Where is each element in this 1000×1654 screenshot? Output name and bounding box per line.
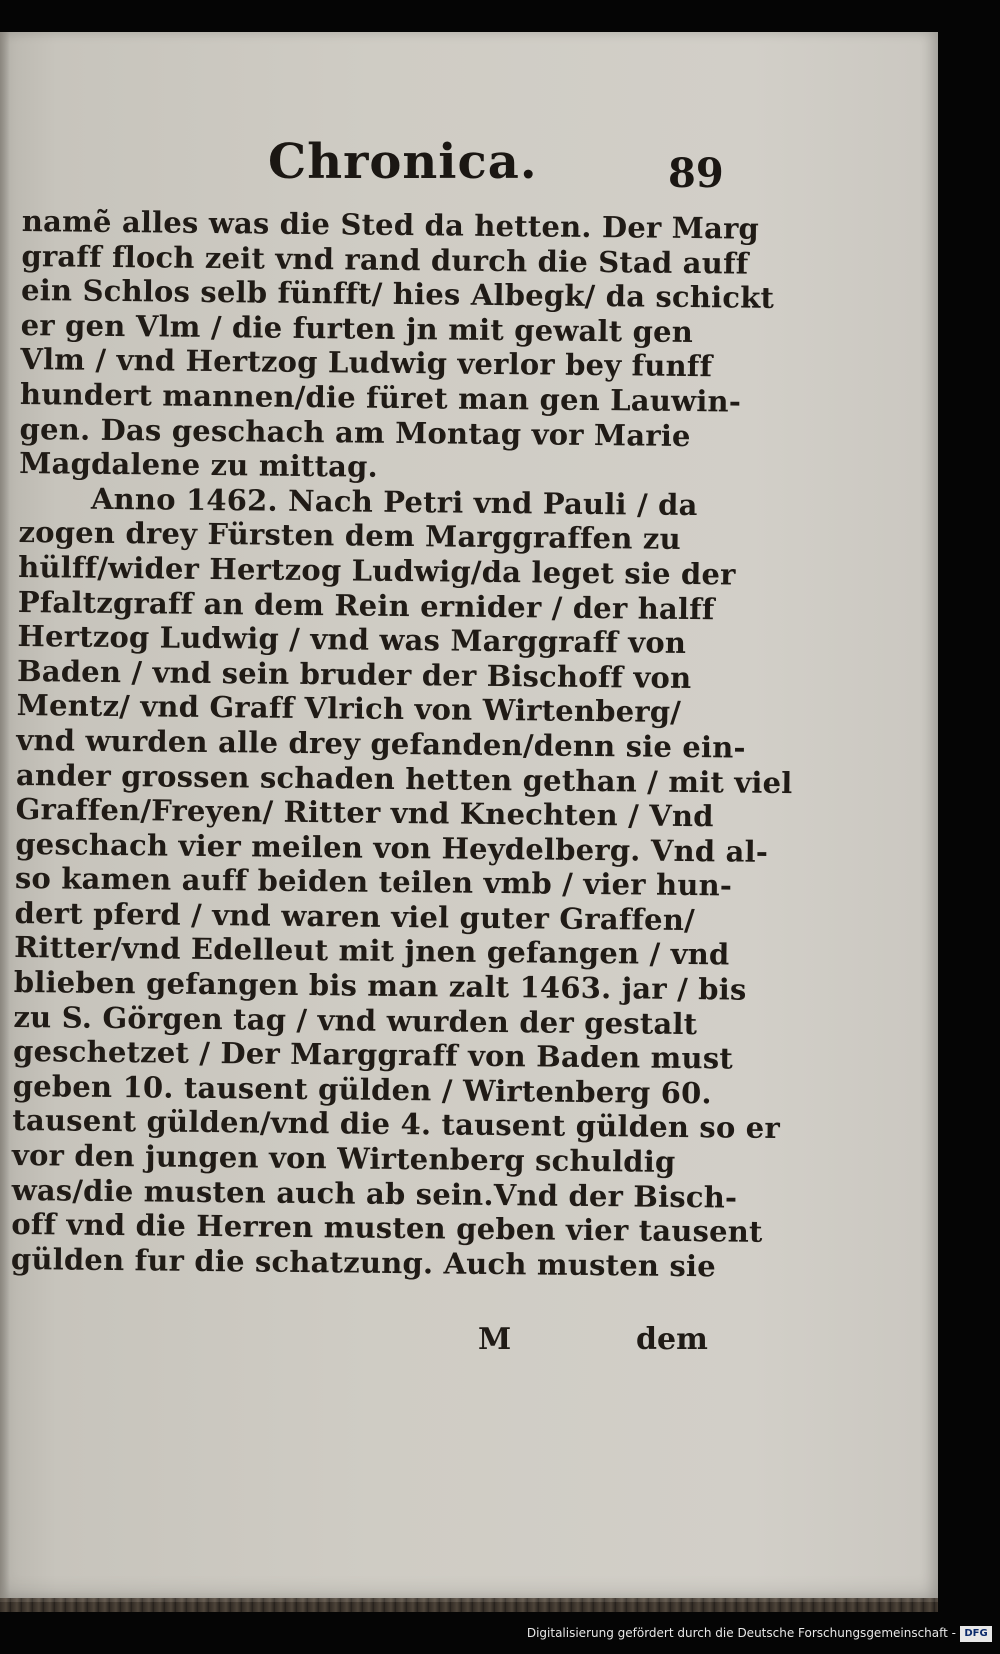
text-line: blieben gefangen bis man zalt 1463. jar / bis	[13, 965, 747, 1007]
text-line: ander grossen schaden hetten gethan / mit viel	[15, 757, 793, 800]
page-spine-shadow	[0, 32, 10, 1602]
text-line: gen. Das geschach am Montag vor Marie	[19, 411, 691, 453]
text-line: zu S. Görgen tag / vnd wurden der gestalt	[13, 999, 698, 1041]
page-bottom-edge	[0, 1598, 938, 1612]
page-number: 89	[668, 150, 724, 197]
text-line: Vlm / vnd Hertzog Ludwig verlor bey funff	[20, 342, 713, 384]
text-line: er gen Vlm / die furten jn mit gewalt gen	[20, 307, 694, 349]
text-line: hülff/wider Hertzog Ludwig/da leget sie der	[18, 549, 736, 592]
text-line: Graffen/Freyen/ Ritter vnd Knechten / Vnd	[15, 792, 714, 834]
text-line: zogen drey Fürsten dem Marggraffen zu	[18, 515, 682, 557]
text-line: geschach vier meilen von Heydelberg. Vnd al-	[15, 826, 769, 869]
text-line: Pfaltzgraff an dem Rein ernider / der halff	[17, 584, 715, 626]
text-line: tausent gülden/vnd die 4. tausent gülden so er	[12, 1103, 781, 1146]
body-text	[10, 204, 793, 1284]
text-line: Ritter/vnd Edelleut mit jnen gefangen / vnd	[14, 930, 730, 972]
text-line: vnd wurden alle drey gefanden/denn sie ein-	[16, 722, 746, 765]
catchword: dem	[636, 1322, 708, 1357]
text-line: geben 10. tausent gülden / Wirtenberg 60.	[12, 1068, 713, 1111]
text-line: hundert mannen/die füret man gen Lauwin-	[19, 376, 742, 419]
text-line: so kamen auff beiden teilen vmb / vier hun-	[14, 861, 733, 903]
digitization-credit: Digitalisierung gefördert durch die Deutsche Forschungsgemeinschaft -	[526, 1626, 956, 1640]
book-page	[0, 32, 938, 1602]
text-line: graff floch zeit vnd rand durch die Stad auff	[21, 238, 749, 281]
text-line: vor den jungen von Wirtenberg schuldig	[11, 1137, 676, 1179]
text-line: Mentz/ vnd Graff Vlrich von Wirtenberg/	[16, 688, 682, 730]
text-line: Hertzog Ludwig / vnd was Marggraff von	[17, 619, 687, 661]
text-line: off vnd die Herren musten geben vier tausent	[11, 1207, 763, 1250]
running-head: Chronica.	[268, 134, 538, 190]
text-line: geschetzet / Der Marggraff von Baden must	[12, 1034, 734, 1076]
dfg-logo: DFG	[960, 1626, 992, 1642]
text-line: dert pferd / vnd waren viel guter Graffen/	[14, 895, 696, 937]
text-line: Baden / vnd sein bruder der Bischoff von	[16, 653, 692, 695]
text-line: was/die musten auch ab sein.Vnd der Bisch-	[11, 1172, 738, 1215]
text-line: Anno 1462. Nach Petri vnd Pauli / da	[90, 481, 698, 522]
signature-mark: M	[478, 1322, 512, 1357]
text-line: namẽ alles was die Sted da hetten. Der Marg	[21, 204, 760, 246]
text-line: ein Schlos selb fünfft/ hies Albegk/ da schickt	[20, 273, 775, 316]
text-line: Magdalene zu mittag.	[19, 446, 379, 484]
text-line: gülden fur die schatzung. Auch musten sie	[10, 1241, 717, 1284]
